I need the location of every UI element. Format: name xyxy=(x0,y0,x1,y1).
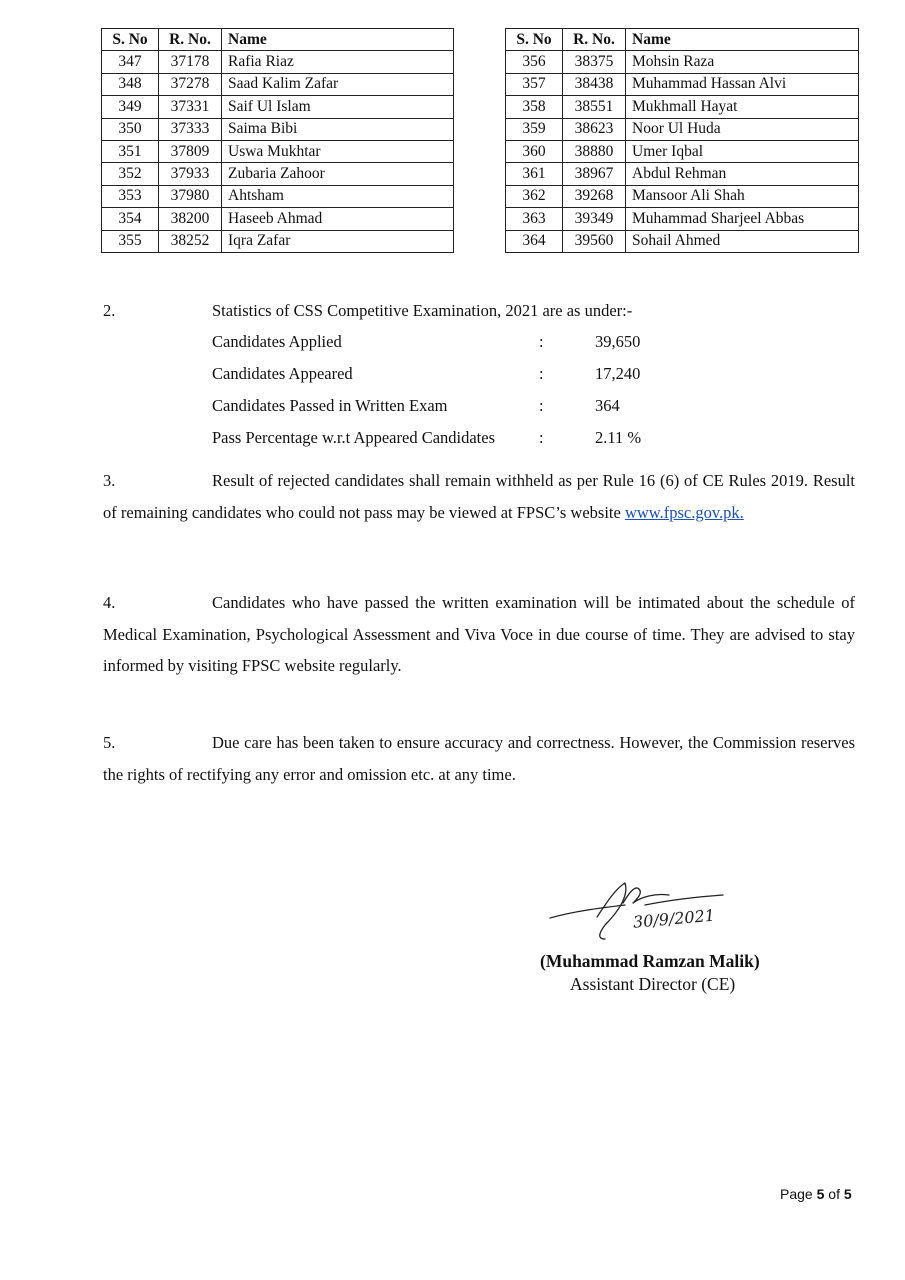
handwritten-signature xyxy=(545,875,735,947)
cell-name: Muhammad Hassan Alvi xyxy=(626,73,859,95)
cell-name: Saad Kalim Zafar xyxy=(222,73,454,95)
cell-name: Mansoor Ali Shah xyxy=(626,185,859,207)
cell-serial-no: 348 xyxy=(102,73,159,95)
cell-serial-no: 357 xyxy=(506,73,563,95)
cell-serial-no: 350 xyxy=(102,118,159,140)
stat-value: 39,650 xyxy=(595,332,641,351)
stat-value: 17,240 xyxy=(595,364,641,383)
table-row xyxy=(506,96,859,118)
paragraph-number: 3. xyxy=(103,471,116,490)
header-name: Name xyxy=(222,29,454,51)
cell-serial-no: 358 xyxy=(506,96,563,118)
cell-serial-no: 356 xyxy=(506,51,563,73)
header-roll-no: R. No. xyxy=(563,29,626,51)
cell-roll-no: 38200 xyxy=(159,208,222,230)
cell-roll-no: 38623 xyxy=(563,118,626,140)
table-row xyxy=(102,51,454,73)
cell-serial-no: 363 xyxy=(506,208,563,230)
cell-name: Sohail Ahmed xyxy=(626,230,859,252)
paragraph-text: Result of rejected candidates shall remain withheld as per Rule 16 (6) of CE Rules 2019. Result of remaining candidates who could not pass may be viewed at FPSC’s website xyxy=(103,471,855,522)
stat-value: 364 xyxy=(595,396,620,415)
cell-name: Abdul Rehman xyxy=(626,163,859,185)
paragraph-3 xyxy=(103,465,855,528)
cell-serial-no: 362 xyxy=(506,185,563,207)
cell-name: Ahtsham xyxy=(222,185,454,207)
table-header-row xyxy=(102,29,454,51)
cell-roll-no: 37333 xyxy=(159,118,222,140)
header-serial-no: S. No xyxy=(506,29,563,51)
cell-roll-no: 37178 xyxy=(159,51,222,73)
stat-colon: : xyxy=(539,364,544,383)
page-label: Page xyxy=(780,1186,813,1202)
page-total: 5 xyxy=(843,1186,852,1202)
stat-label: Candidates Appeared xyxy=(212,364,353,383)
cell-roll-no: 38551 xyxy=(563,96,626,118)
page-number xyxy=(780,1186,852,1202)
cell-roll-no: 38252 xyxy=(159,230,222,252)
table-row xyxy=(102,140,454,162)
cell-roll-no: 37331 xyxy=(159,96,222,118)
table-row xyxy=(506,230,859,252)
results-table-left xyxy=(101,28,454,253)
cell-serial-no: 354 xyxy=(102,208,159,230)
table-row xyxy=(102,185,454,207)
cell-roll-no: 39349 xyxy=(563,208,626,230)
table-row xyxy=(506,51,859,73)
cell-name: Saima Bibi xyxy=(222,118,454,140)
table-row xyxy=(506,185,859,207)
cell-roll-no: 38375 xyxy=(563,51,626,73)
cell-roll-no: 37809 xyxy=(159,140,222,162)
table-row xyxy=(506,163,859,185)
paragraph-text: Due care has been taken to ensure accuracy and correctness. However, the Commission reserves the rights of rectifying any error and omission etc. at any time. xyxy=(103,733,855,784)
signatory-title: Assistant Director (CE) xyxy=(570,974,736,994)
cell-roll-no: 37278 xyxy=(159,73,222,95)
table-row xyxy=(102,96,454,118)
paragraph-text: Statistics of CSS Competitive Examination, 2021 are as under:- xyxy=(212,301,633,320)
cell-roll-no: 37980 xyxy=(159,185,222,207)
table-row xyxy=(506,118,859,140)
stat-label: Candidates Passed in Written Exam xyxy=(212,396,448,415)
table-row xyxy=(102,163,454,185)
cell-serial-no: 361 xyxy=(506,163,563,185)
cell-roll-no: 38880 xyxy=(563,140,626,162)
cell-serial-no: 355 xyxy=(102,230,159,252)
paragraph-text: Candidates who have passed the written examination will be intimated about the schedule of Medical Examination, Psychological Assessment and Viva Voce in due course of time. They are advised to stay informed by visiting FPSC website regularly. xyxy=(103,593,855,675)
page-of: of xyxy=(828,1186,840,1202)
paragraph-number: 4. xyxy=(103,593,116,612)
cell-serial-no: 347 xyxy=(102,51,159,73)
fpsc-website-link[interactable]: www.fpsc.gov.pk. xyxy=(624,502,744,522)
results-table-right xyxy=(505,28,859,253)
cell-serial-no: 359 xyxy=(506,118,563,140)
stat-label: Candidates Applied xyxy=(212,332,342,351)
paragraph-5 xyxy=(103,727,855,790)
cell-roll-no: 38438 xyxy=(563,73,626,95)
table-row xyxy=(102,118,454,140)
signatory-name: (Muhammad Ramzan Malik) xyxy=(540,951,760,971)
stat-colon: : xyxy=(539,396,544,415)
table-row xyxy=(506,140,859,162)
paragraph-2 xyxy=(103,295,855,327)
cell-roll-no: 37933 xyxy=(159,163,222,185)
cell-roll-no: 39268 xyxy=(563,185,626,207)
cell-roll-no: 39560 xyxy=(563,230,626,252)
paragraph-4 xyxy=(103,587,855,682)
cell-name: Rafia Riaz xyxy=(222,51,454,73)
table-row xyxy=(102,73,454,95)
page-current: 5 xyxy=(816,1186,825,1202)
table-row xyxy=(102,230,454,252)
table-row xyxy=(506,208,859,230)
stat-colon: : xyxy=(539,428,544,447)
cell-name: Zubaria Zahoor xyxy=(222,163,454,185)
stat-colon: : xyxy=(539,332,544,351)
cell-name: Uswa Mukhtar xyxy=(222,140,454,162)
stat-value: 2.11 % xyxy=(595,428,642,447)
paragraph-number: 5. xyxy=(103,733,116,752)
cell-name: Haseeb Ahmad xyxy=(222,208,454,230)
cell-name: Mohsin Raza xyxy=(626,51,859,73)
cell-name: Umer Iqbal xyxy=(626,140,859,162)
cell-serial-no: 353 xyxy=(102,185,159,207)
cell-name: Noor Ul Huda xyxy=(626,118,859,140)
cell-roll-no: 38967 xyxy=(563,163,626,185)
cell-serial-no: 364 xyxy=(506,230,563,252)
table-row xyxy=(506,73,859,95)
cell-name: Saif Ul Islam xyxy=(222,96,454,118)
cell-name: Iqra Zafar xyxy=(222,230,454,252)
cell-serial-no: 360 xyxy=(506,140,563,162)
cell-serial-no: 352 xyxy=(102,163,159,185)
cell-name: Muhammad Sharjeel Abbas xyxy=(626,208,859,230)
signature-date: 30/9/2021 xyxy=(632,905,716,932)
cell-name: Mukhmall Hayat xyxy=(626,96,859,118)
header-name: Name xyxy=(626,29,859,51)
table-header-row xyxy=(506,29,859,51)
header-serial-no: S. No xyxy=(102,29,159,51)
cell-serial-no: 349 xyxy=(102,96,159,118)
stat-label: Pass Percentage w.r.t Appeared Candidates xyxy=(212,428,496,447)
header-roll-no: R. No. xyxy=(159,29,222,51)
table-row xyxy=(102,208,454,230)
cell-serial-no: 351 xyxy=(102,140,159,162)
paragraph-number: 2. xyxy=(103,301,116,320)
